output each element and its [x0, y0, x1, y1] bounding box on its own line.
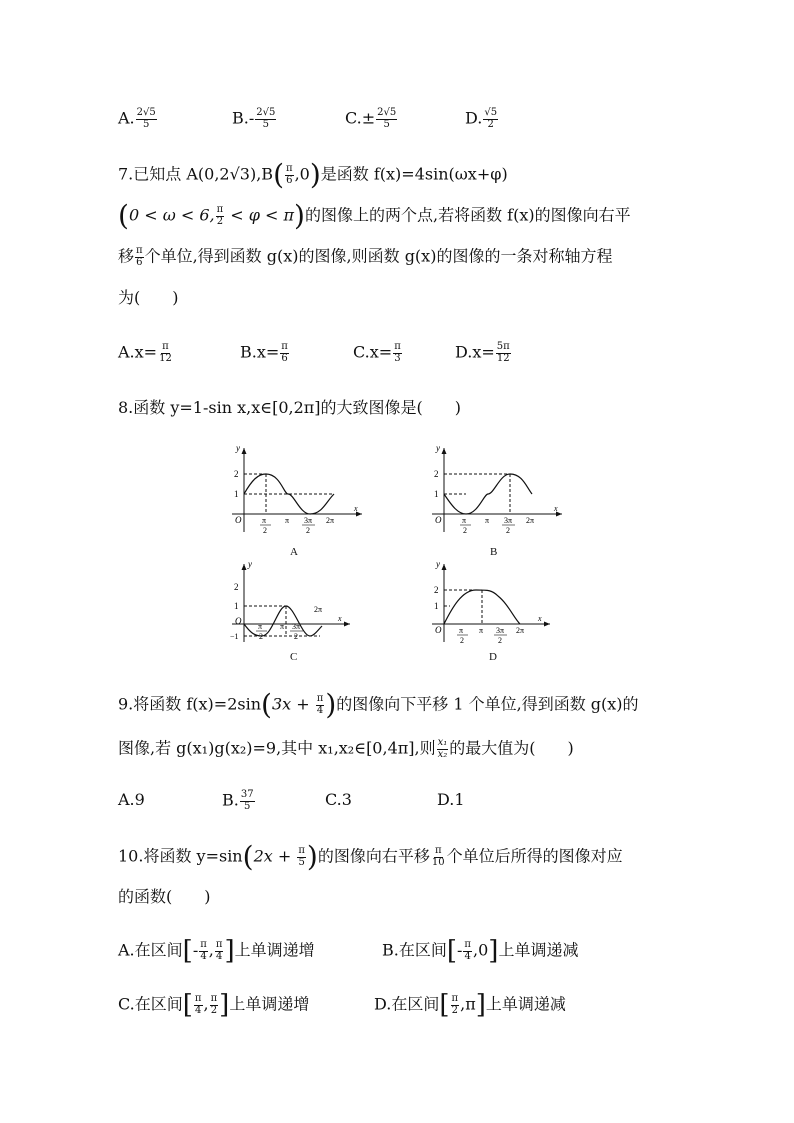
svg-text:2π: 2π: [516, 626, 525, 635]
svg-text:x: x: [338, 614, 342, 623]
graph-b: [422, 444, 572, 539]
graph-d: [422, 560, 572, 650]
graph-a: [222, 444, 372, 539]
svg-text:2π: 2π: [326, 516, 335, 525]
svg-text:2: 2: [294, 632, 298, 641]
y-axis-arrow: [442, 448, 447, 454]
svg-text:x: x: [554, 504, 558, 513]
svg-text:2: 2: [234, 469, 239, 479]
svg-text:x: x: [354, 504, 358, 513]
q10-line-2: 的函数( ): [118, 887, 211, 906]
svg-text:y: y: [436, 560, 440, 569]
y-axis-arrow: [242, 448, 247, 454]
q7-option-b: B.x= $\frac{\pi}{6}$: [240, 341, 288, 364]
svg-text:2: 2: [234, 582, 239, 592]
svg-text:2: 2: [498, 636, 502, 645]
x-axis-arrow: [344, 622, 350, 627]
svg-text:3π: 3π: [304, 516, 313, 525]
q6-option-d: D. $\frac{√5}{2}$: [465, 107, 498, 130]
svg-text:−1: −1: [230, 632, 239, 641]
svg-text:π: π: [258, 622, 263, 631]
svg-text:π: π: [262, 516, 267, 525]
q8-question: 8.函数 y=1-sin x,x∈[0,2π]的大致图像是( ): [118, 398, 462, 417]
svg-text:2: 2: [306, 526, 310, 535]
x-axis-arrow: [544, 622, 550, 627]
curve: [444, 474, 532, 514]
graph-d-label: D: [489, 651, 497, 663]
graph-b-label: B: [490, 546, 498, 558]
svg-text:2: 2: [460, 636, 464, 645]
svg-text:y: y: [248, 560, 252, 569]
curve: [244, 606, 322, 636]
q7-line-3: 移 $\frac{\pi}{6}$ 个单位,得到函数 g(x)的图像,则函数 g(x)的图像的一条对称轴方程: [118, 245, 613, 268]
q6-option-b: B.- $\frac{2√5}{5}$: [232, 107, 276, 130]
q7-option-c: C.x= $\frac{\pi}{3}$: [353, 341, 401, 364]
svg-text:3π: 3π: [504, 516, 513, 525]
q9-option-d: D.1: [437, 790, 465, 809]
y-axis-arrow: [442, 564, 447, 570]
svg-text:π: π: [280, 622, 285, 631]
q9-line-1: 9.将函数 f(x)=2sin(3x + $\frac{\pi}{4}$ )的图像向下平移 1 个单位,得到函数 g(x)的: [118, 688, 639, 721]
svg-text:y: y: [436, 444, 440, 453]
svg-text:3π: 3π: [292, 622, 301, 631]
y-axis-arrow: [242, 564, 247, 570]
fraction: $\frac{2√5}{5}$: [256, 107, 276, 130]
svg-text:2: 2: [434, 469, 439, 479]
q9-option-a: A.9: [118, 790, 145, 809]
q10-line-1: 10.将函数 y=sin(2x + $\frac{\pi}{5}$ )的图像向右平移 $\frac{\pi}{10}$ 个单位后所得的图像对应: [118, 840, 623, 873]
svg-text:1: 1: [234, 601, 239, 611]
q9-option-c: C.3: [325, 790, 352, 809]
svg-text:π: π: [285, 516, 290, 525]
svg-text:2π: 2π: [314, 605, 323, 614]
fraction: $\frac{√5}{2}$: [484, 107, 498, 130]
fraction: $\frac{2√5}{5}$: [136, 107, 156, 130]
q6-option-a: A. $\frac{2√5}{5}$: [118, 107, 156, 130]
svg-text:3π: 3π: [496, 626, 505, 635]
svg-text:2: 2: [263, 526, 267, 535]
svg-text:2: 2: [259, 632, 263, 641]
q10-option-d: D.在区间[ $\frac{\pi}{2}$ ,π]上单调递减: [374, 990, 566, 1020]
q7-option-d: D.x= $\frac{5\pi}{12}$: [455, 341, 510, 364]
svg-text:2: 2: [434, 585, 439, 595]
svg-text:1: 1: [434, 489, 439, 499]
q9-line-2: 图像,若 g(x₁)g(x₂)=9,其中 x₁,x₂∈[0,4π],则 $\frac{\text{x₁}}{\text{x₂}}$ 的最大值为( ): [118, 737, 574, 760]
q10-option-c: C.在区间[ $\frac{\pi}{4}$ , $\frac{\pi}{2}$ ]上单调递增: [118, 990, 310, 1020]
svg-text:1: 1: [434, 601, 439, 611]
svg-text:2π: 2π: [526, 516, 535, 525]
q10-option-b: B.在区间[- $\frac{\pi}{4}$ ,0]上单调递减: [382, 936, 579, 966]
q9-option-b: B. $\frac{37}{5}$: [222, 789, 254, 812]
svg-text:π: π: [479, 626, 484, 635]
svg-text:O: O: [235, 616, 242, 626]
q7-line-1: 7.已知点 A(0,2√3),B( $\frac{\pi}{6}$ ,0)是函数 f(x)=4sin(ωx+φ): [118, 158, 508, 191]
graph-c: [222, 560, 372, 650]
svg-text:2: 2: [463, 526, 467, 535]
svg-text:O: O: [435, 515, 442, 525]
q7-option-a: A.x= $\frac{\pi}{12}$: [118, 341, 172, 364]
svg-text:y: y: [236, 444, 240, 453]
q7-line-4: 为( ): [118, 288, 179, 307]
svg-text:1: 1: [234, 489, 239, 499]
fraction: $\frac{2√5}{5}$: [377, 107, 397, 130]
graph-a-label: A: [290, 546, 298, 558]
svg-text:O: O: [235, 515, 242, 525]
svg-text:x: x: [538, 614, 542, 623]
q6-option-c: C.± $\frac{2√5}{5}$: [345, 107, 397, 130]
svg-text:π: π: [485, 516, 490, 525]
svg-text:π: π: [459, 626, 464, 635]
svg-text:π: π: [462, 516, 467, 525]
graph-c-label: C: [290, 651, 298, 663]
q7-line-2: (0 < ω < 6, $\frac{\pi}{2}$ < φ < π)的图像上的两个点,若将函数 f(x)的图像向右平: [118, 199, 631, 232]
svg-text:O: O: [435, 625, 442, 635]
q10-option-a: A.在区间[- $\frac{\pi}{4}$ , $\frac{\pi}{4}$ ]上单调递增: [118, 936, 315, 966]
svg-text:2: 2: [506, 526, 510, 535]
